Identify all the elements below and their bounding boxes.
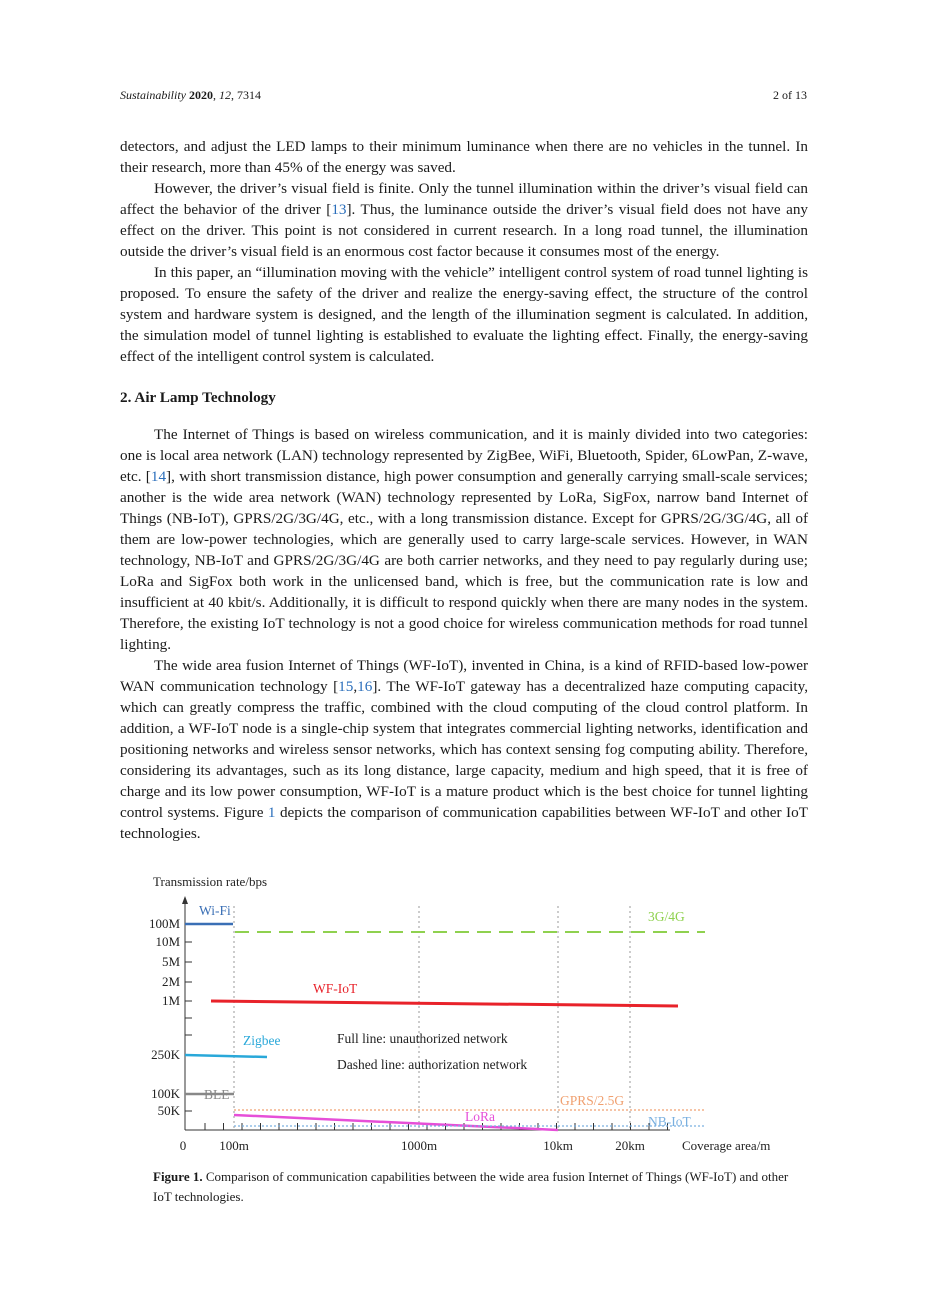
legend-note-solid: Full line: unauthorized network xyxy=(337,1031,508,1046)
y-axis-label: Transmission rate/bps xyxy=(153,874,267,889)
paragraph: However, the driver’s visual field is finite. Only the tunnel illumination within the driver’s visual field can affect the behavior of the driver [13]. Thus, the luminance outside the driver’s visual field does not have any effect on the driver. This point is not considered in current research. In a long road tunnel, the illumination outside the driver’s visual field is an enormous cost factor because it consumes most of the energy. xyxy=(120,180,809,260)
figure-1 xyxy=(135,868,795,1163)
y-tick-label: 2M xyxy=(161,974,180,989)
figure-link[interactable]: 1 xyxy=(267,804,276,821)
x-tick-label: 10km xyxy=(543,1138,573,1153)
x-tick-label: 100m xyxy=(219,1138,249,1153)
series-label-nb-iot: NB-IoT xyxy=(648,1114,691,1129)
journal-year: 2020 xyxy=(189,88,213,102)
article-number: 7314 xyxy=(237,88,261,102)
y-tick-label: 100M xyxy=(148,916,180,931)
legend-note-dashed: Dashed line: authorization network xyxy=(337,1057,528,1072)
x-axis-label: Coverage area/m xyxy=(682,1138,771,1153)
series-label-wf-iot: WF-IoT xyxy=(313,981,358,996)
caption-label: Figure 1. xyxy=(153,1169,203,1184)
paragraph: In this paper, an “illumination moving with the vehicle” intelligent control system of road tunnel lighting is proposed. To ensure the safety of the driver and realize the energy-saving effect, the structure of the control system and hardware system is designed, and the length of the illumination segment is calculated. In addition, the simulation model of tunnel lighting is established to evaluate the lighting effect. Finally, the energy-saving effect of the intelligent control system is calculated. xyxy=(120,264,808,365)
series-label-3g-4g: 3G/4G xyxy=(648,909,685,924)
page-number: 2 of 13 xyxy=(773,88,807,102)
series-line-lora xyxy=(234,1115,558,1130)
y-tick-label: 100K xyxy=(151,1086,180,1101)
series-labels xyxy=(199,903,691,1129)
series-label-lora: LoRa xyxy=(465,1109,495,1124)
y-tick-label: 250K xyxy=(151,1047,180,1062)
y-tick-label: 5M xyxy=(161,954,180,969)
journal-volume: 12 xyxy=(219,88,231,102)
body-text xyxy=(120,136,808,844)
series-line-wf-iot xyxy=(211,1001,678,1006)
series-label-gprs-2-5g: GPRS/2.5G xyxy=(560,1093,625,1108)
series-label-ble: BLE xyxy=(204,1087,230,1102)
y-ticks xyxy=(149,916,192,1118)
figure-caption xyxy=(153,1167,793,1207)
citation-link[interactable]: 13 xyxy=(331,201,347,218)
y-tick-label: 1M xyxy=(161,993,180,1008)
journal-name: Sustainability xyxy=(120,88,186,102)
caption-text: Comparison of communication capabilities between the wide area fusion Internet of Things (WF-IoT) and other IoT technologies. xyxy=(153,1169,789,1204)
x-tick-label: 0 xyxy=(179,1138,187,1153)
series-lines xyxy=(185,924,705,1130)
citation-link[interactable]: 15 xyxy=(338,678,354,695)
y-tick-label: 10M xyxy=(155,934,180,949)
x-ticks xyxy=(180,1138,645,1153)
section-heading: 2. Air Lamp Technology xyxy=(120,389,276,406)
paragraph: The wide area fusion Internet of Things (WF-IoT), invented in China, is a kind of RFID-based low-power WAN communication technology [15,16]. The WF-IoT gateway has a decentralized haze computing capacity, which can greatly compress the traffic, combined with the cloud computing of the cloud control platform. In addition, a WF-IoT node is a single-chip system that integrates commercial lighting networks, identification and positioning networks and wireless sensor networks, which has context sensing fog computing ability. Therefore, considering its advantages, such as its long distance, large capacity, medium and high speed, that it is free of charge and its low power consumption, WF-IoT is a mature product which is the best choice for tunnel lighting control systems. Figure 1 depicts the comparison of communication capabilities between WF-IoT and other IoT technologies. xyxy=(120,657,808,842)
series-line-zigbee xyxy=(185,1055,267,1057)
series-label-zigbee: Zigbee xyxy=(243,1033,281,1048)
paragraph: detectors, and adjust the LED lamps to their minimum luminance when there are no vehicles in the tunnel. In their research, more than 45% of the energy was saved. xyxy=(120,138,808,176)
comparison-chart xyxy=(135,868,795,1163)
journal-citation: Sustainability 2020, 12, 7314 xyxy=(120,88,261,102)
y-axis-arrow xyxy=(182,896,188,904)
series-label-wi-fi: Wi-Fi xyxy=(199,903,231,918)
paragraph: The Internet of Things is based on wireless communication, and it is mainly divided into two categories: one is local area network (LAN) technology represented by ZigBee, WiFi, Bluetooth, Spider, 6LowPan, Z-wave, etc. [14], with short transmission distance, high power consumption and generally carrying small-scale services; another is the wide area network (WAN) technology represented by LoRa, SigFox, narrow band Internet of Things (NB-IoT), GPRS/2G/3G/4G, etc., with a long transmission distance. Except for GPRS/2G/3G/4G, all of them are low-power technologies, which are generally used to carry large-scale services. However, in WAN technology, NB-IoT and GPRS/2G/3G/4G are both carrier networks, and they need to pay regularly during use; LoRa and SigFox both work in the unlicensed band, which is free, but the communication rate is low and insufficient at 40 kbit/s. Additionally, it is difficult to respond quickly when there are many nodes in the system. Therefore, the existing IoT technology is not a good choice for wireless communication methods for road tunnel lighting. xyxy=(120,426,809,653)
x-tick-label: 1000m xyxy=(400,1138,438,1153)
citation-link[interactable]: 16 xyxy=(357,678,373,695)
y-tick-label: 50K xyxy=(157,1103,180,1118)
citation-link[interactable]: 14 xyxy=(150,468,167,485)
x-tick-label: 20km xyxy=(615,1138,645,1153)
